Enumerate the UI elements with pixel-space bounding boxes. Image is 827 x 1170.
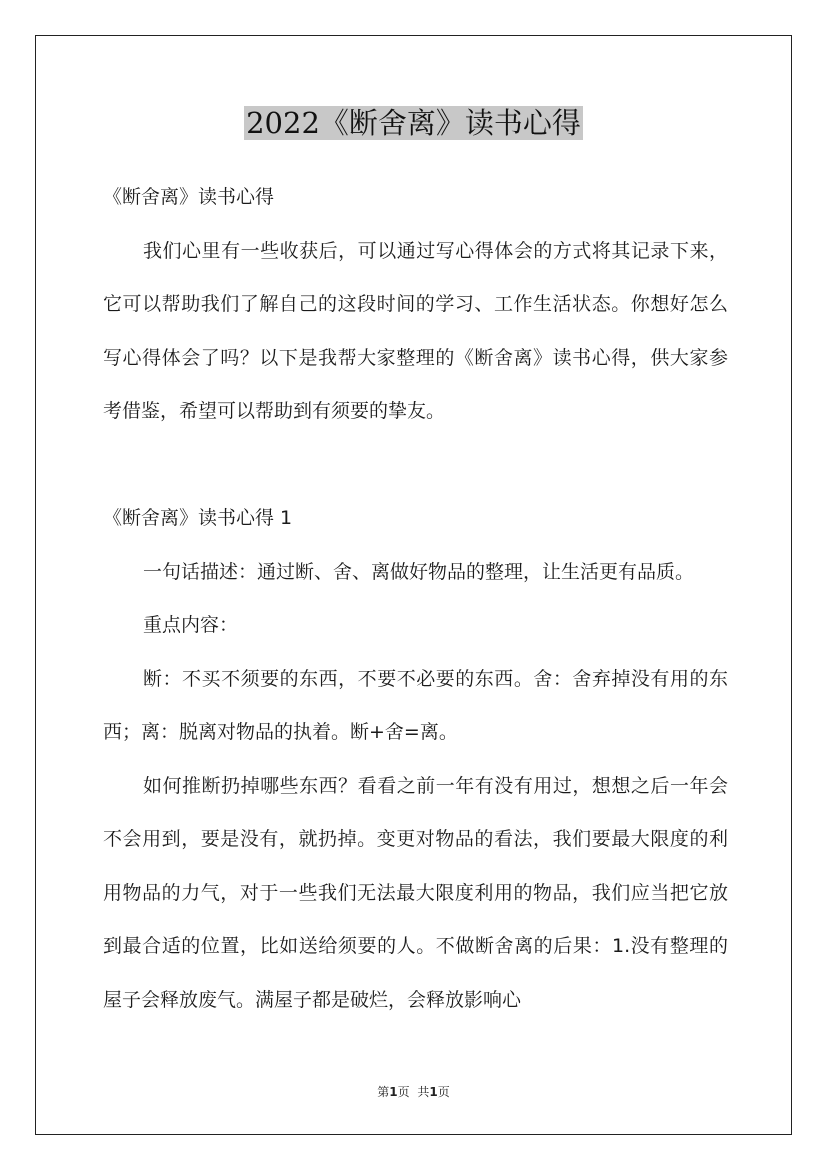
page-suffix: 页 (397, 1085, 410, 1099)
paragraph-gap (103, 439, 728, 493)
page-footer (0, 1083, 827, 1100)
document-title (0, 103, 827, 143)
key-points-label: 重点内容： (143, 614, 239, 636)
total-pages: 1 (429, 1085, 438, 1099)
document-subtitle: 《断舍离》读书心得 (103, 186, 275, 208)
definition-paragraph: 断：不买不须要的东西，不要不必要的东西。舍：舍弃掉没有用的东西；离：脱离对物品的执着。断+舍=离。 (103, 667, 728, 743)
document-body (103, 171, 728, 1027)
total-prefix: 共 (417, 1085, 430, 1099)
total-suffix: 页 (437, 1085, 450, 1099)
page-prefix: 第 (377, 1085, 390, 1099)
discussion-paragraph: 如何推断扔掉哪些东西？看看之前一年有没有用过，想想之后一年会不会用到，要是没有，就扔掉。变更对物品的看法，我们要最大限度的利用物品的力气，对于一些我们无法最大限度利用的物品，我们应当把它放到最合适的位置，比如送给须要的人。不做断舍离的后果：1.没有整理的屋子会释放废气。满屋子都是破烂，会释放影响心 (103, 774, 728, 1011)
section-heading: 《断舍离》读书心得 1 (103, 507, 293, 529)
document-title-text: 2022《断舍离》读书心得 (246, 106, 581, 140)
page-number: 1 (389, 1085, 398, 1099)
summary-paragraph: 一句话描述：通过断、舍、离做好物品的整理，让生活更有品质。 (143, 560, 695, 583)
intro-paragraph: 我们心里有一些收获后，可以通过写心得体会的方式将其记录下来，它可以帮助我们了解自己的这段时间的学习、工作生活状态。你想好怎么写心得体会了吗？以下是我帮大家整理的《断舍离》读书心得，供大家参考借鉴，希望可以帮助到有须要的挚友。 (103, 239, 728, 422)
